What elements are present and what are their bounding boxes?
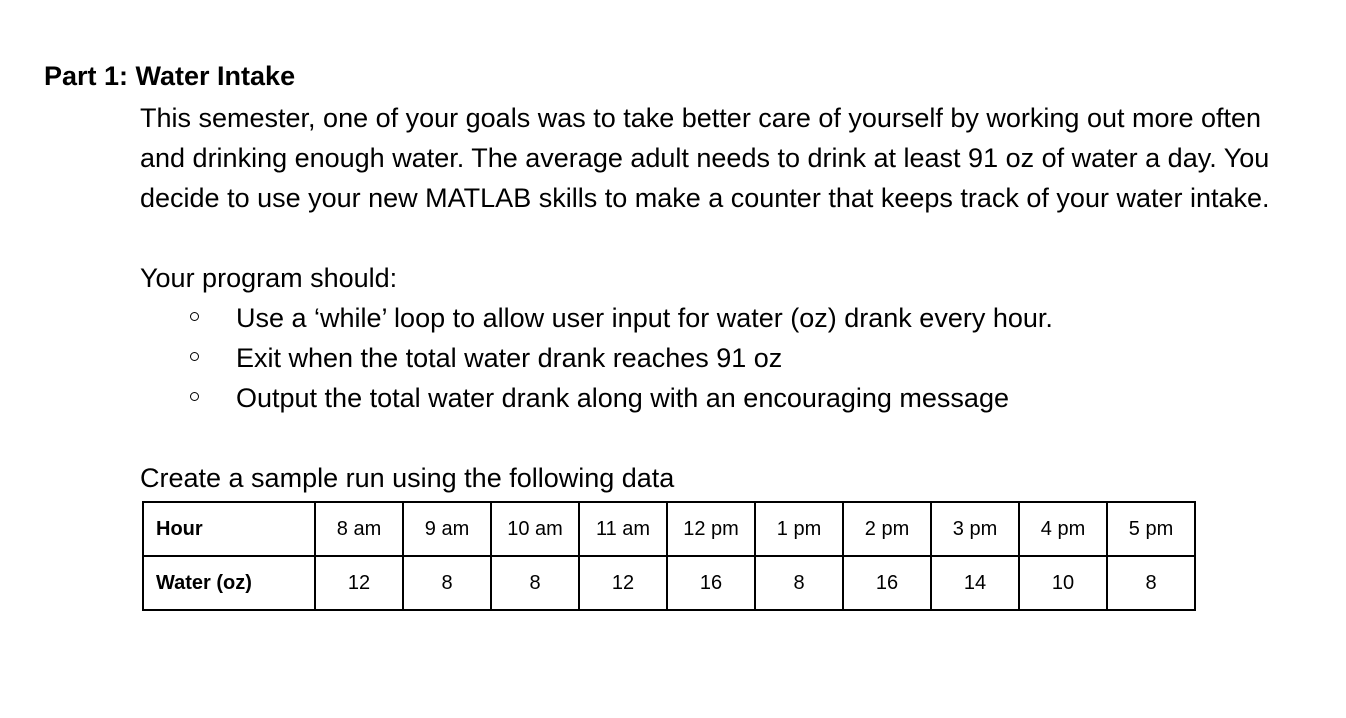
water-cell: 16 — [843, 556, 931, 610]
hour-cell: 9 am — [403, 502, 491, 556]
water-cell: 14 — [931, 556, 1019, 610]
hour-cell: 8 am — [315, 502, 403, 556]
hour-cell: 11 am — [579, 502, 667, 556]
water-cell: 8 — [491, 556, 579, 610]
water-row — [143, 556, 1195, 610]
water-data-table — [142, 501, 1196, 611]
intro-paragraph: This semester, one of your goals was to take better care of yourself by working out more often and drinking enough water. The average adult needs to drink at least 91 oz of water a day. You decide to use your new MATLAB skills to make a counter that keeps track of your water intake. — [140, 103, 1270, 213]
requirements-lead: Your program should: — [140, 263, 398, 293]
hour-cell: 12 pm — [667, 502, 755, 556]
hour-row — [143, 502, 1195, 556]
hollow-circle-bullet-icon — [190, 312, 199, 321]
water-cell: 12 — [315, 556, 403, 610]
requirement-text: Use a ‘while’ loop to allow user input for water (oz) drank every hour. — [236, 303, 1053, 333]
requirement-text: Output the total water drank along with an encouraging message — [236, 383, 1009, 413]
hour-cell: 3 pm — [931, 502, 1019, 556]
water-cell: 10 — [1019, 556, 1107, 610]
row-header-water: Water (oz) — [143, 556, 315, 610]
water-cell: 8 — [755, 556, 843, 610]
hour-cell: 4 pm — [1019, 502, 1107, 556]
hollow-circle-bullet-icon — [190, 352, 199, 361]
water-cell: 16 — [667, 556, 755, 610]
hollow-circle-bullet-icon — [190, 392, 199, 401]
row-header-hour: Hour — [143, 502, 315, 556]
hour-cell: 10 am — [491, 502, 579, 556]
requirement-text: Exit when the total water drank reaches 91 oz — [236, 343, 783, 373]
hour-cell: 1 pm — [755, 502, 843, 556]
water-cell: 8 — [403, 556, 491, 610]
water-cell: 8 — [1107, 556, 1195, 610]
water-cell: 12 — [579, 556, 667, 610]
hour-cell: 5 pm — [1107, 502, 1195, 556]
table-caption: Create a sample run using the following data — [140, 463, 675, 493]
section-heading: Part 1: Water Intake — [44, 61, 296, 91]
hour-cell: 2 pm — [843, 502, 931, 556]
